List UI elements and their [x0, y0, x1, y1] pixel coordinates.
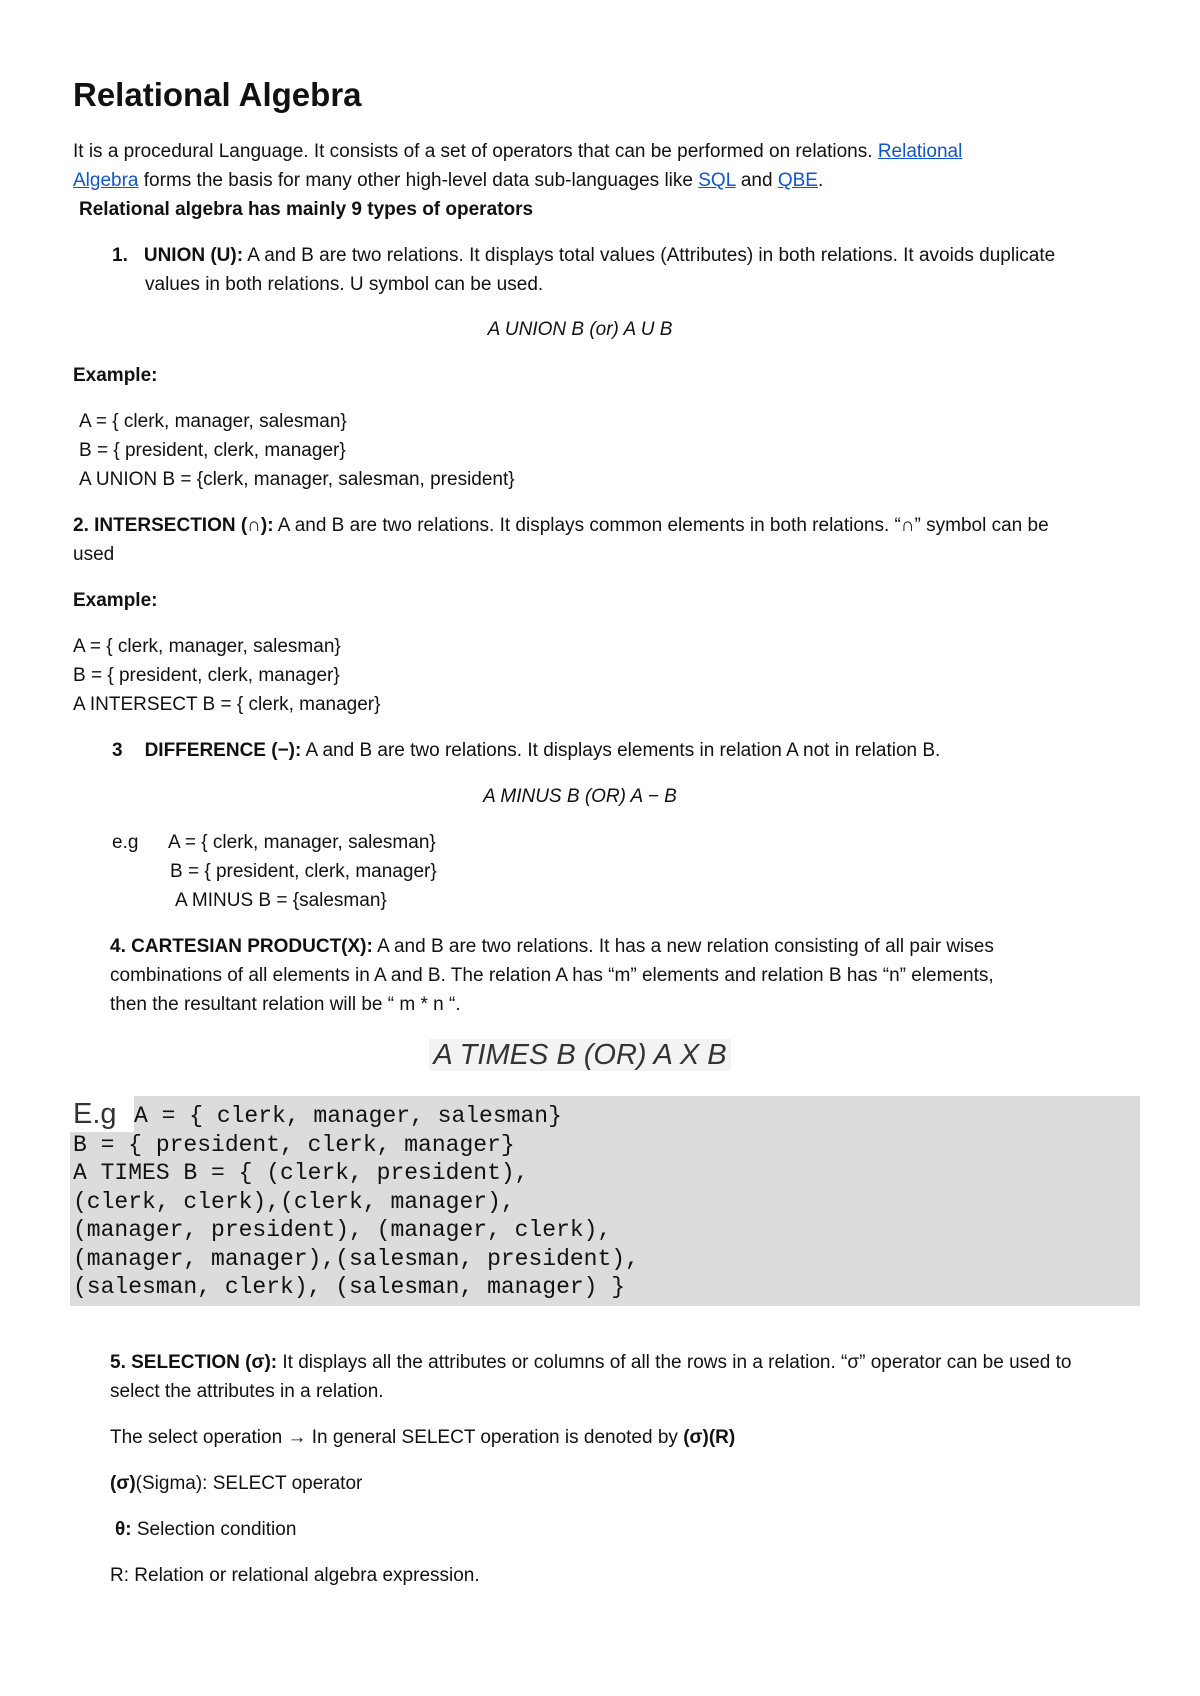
difference-example-line: A = { clerk, manager, salesman} — [168, 832, 436, 853]
selection-operation-line: The select operation → In general SELECT operation is denoted by (σ)(R) — [110, 1427, 736, 1448]
union-line-1: 1. UNION (U): A and B are two relations. It displays total values (Attributes) in both relations. It avoids duplicate — [112, 245, 1056, 266]
code-line: (manager, president), (manager, clerk), — [73, 1217, 612, 1243]
union-example-line: A = { clerk, manager, salesman} — [79, 411, 347, 432]
relational-algebra-link-cont[interactable]: Algebra — [73, 170, 139, 191]
operators-subtitle: Relational algebra has mainly 9 types of operators — [79, 199, 534, 220]
qbe-link[interactable]: QBE — [777, 170, 818, 191]
intersection-line-2: used — [73, 544, 115, 565]
intersection-example-label: Example: — [73, 590, 158, 611]
cartesian-line-3: then the resultant relation will be “ m * n “. — [110, 994, 461, 1015]
cartesian-eg-label: E.g — [73, 1098, 117, 1130]
intersection-example-line: A INTERSECT B = { clerk, manager} — [73, 694, 381, 715]
selection-line-2: select the attributes in a relation. — [110, 1381, 384, 1402]
relation-line: R: Relation or relational algebra expression. — [110, 1565, 480, 1586]
code-line: B = { president, clerk, manager} — [73, 1132, 515, 1158]
union-formula: A UNION B (or) A U B — [487, 319, 673, 340]
code-line: (manager, manager),(salesman, president), — [73, 1246, 639, 1272]
cartesian-line-1: 4. CARTESIAN PRODUCT(X): A and B are two relations. It has a new relation consisting of all pair wises — [110, 936, 994, 957]
relational-algebra-link[interactable]: Relational — [877, 141, 963, 162]
code-line: A = { clerk, manager, salesman} — [134, 1103, 562, 1129]
union-example-line: A UNION B = {clerk, manager, salesman, president} — [79, 469, 515, 490]
difference-formula: A MINUS B (OR) A − B — [483, 786, 677, 807]
union-line-2: values in both relations. U symbol can be used. — [145, 274, 544, 295]
sigma-line: (σ)(Sigma): SELECT operator — [110, 1473, 363, 1494]
code-line: A TIMES B = { (clerk, president), — [73, 1160, 529, 1186]
difference-line: 3 DIFFERENCE (−): A and B are two relations. It displays elements in relation A not in relation B. — [112, 740, 941, 761]
intersection-example-line: B = { president, clerk, manager} — [73, 665, 340, 686]
intro-line-2: Algebra forms the basis for many other high-level data sub-languages like SQL and QBE. — [73, 170, 824, 191]
code-line: (clerk, clerk),(clerk, manager), — [73, 1189, 515, 1215]
intersection-line-1: 2. INTERSECTION (∩): A and B are two relations. It displays common elements in both relations. “∩” symbol can be — [73, 515, 1049, 536]
code-line: (salesman, clerk), (salesman, manager) } — [73, 1274, 626, 1300]
difference-example-line: A MINUS B = {salesman} — [175, 890, 387, 911]
difference-eg-label: e.g — [112, 832, 139, 853]
difference-example-line: B = { president, clerk, manager} — [170, 861, 437, 882]
cartesian-formula-wrap — [0, 1039, 1160, 1072]
intro-line-1: It is a procedural Language. It consists of a set of operators that can be performed on relations. Relational — [73, 141, 963, 162]
intersection-example-line: A = { clerk, manager, salesman} — [73, 636, 341, 657]
union-example-label: Example: — [73, 365, 158, 386]
cartesian-formula: A TIMES B (OR) A X B — [429, 1039, 730, 1071]
cartesian-line-2: combinations of all elements in A and B. The relation A has “m” elements and relation B has “n” elements, — [110, 965, 994, 986]
sql-link[interactable]: SQL — [698, 170, 736, 191]
theta-line: θ: Selection condition — [115, 1519, 297, 1540]
union-example-line: B = { president, clerk, manager} — [79, 440, 346, 461]
page-title: Relational Algebra — [73, 76, 362, 113]
right-arrow-icon: → — [287, 1427, 307, 1448]
selection-line-1: 5. SELECTION (σ): It displays all the attributes or columns of all the rows in a relation. “σ” operator can be used to — [110, 1352, 1072, 1373]
